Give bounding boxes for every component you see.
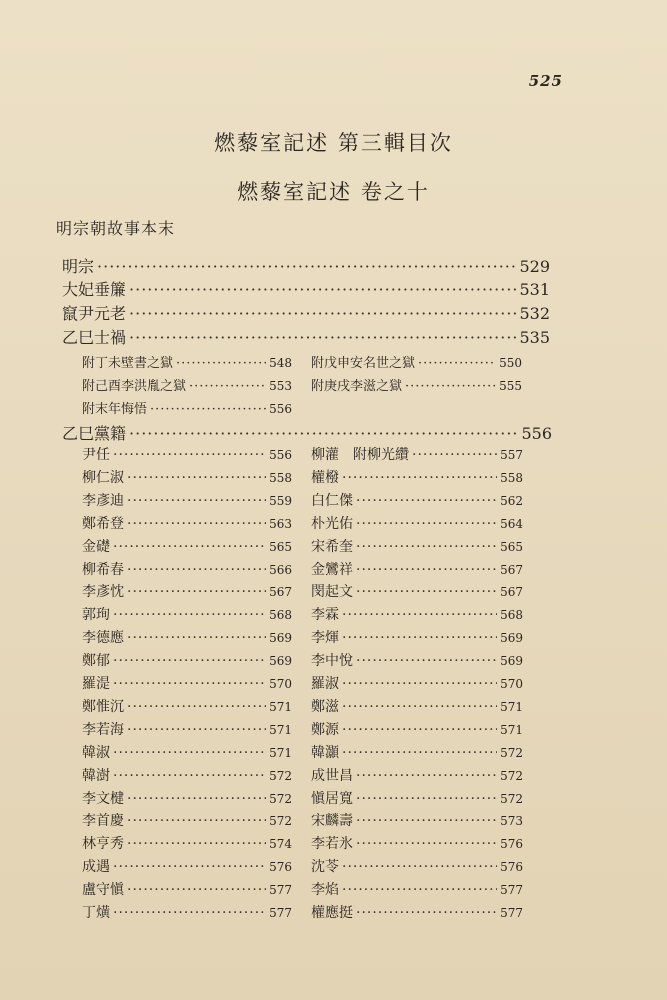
leader-dots xyxy=(342,859,497,875)
roster-name: 韓澍 xyxy=(82,767,110,784)
leader-dots xyxy=(113,607,266,623)
roster-name: 李彥迪 xyxy=(82,492,124,509)
roster-entry xyxy=(311,696,523,716)
roster-page: 558 xyxy=(500,470,523,485)
roster-page: 569 xyxy=(269,654,292,669)
leader-dots xyxy=(127,630,266,646)
toc-entry-page: 535 xyxy=(519,328,550,347)
leader-dots xyxy=(342,699,497,715)
roster-entry xyxy=(82,536,292,556)
leader-dots xyxy=(129,328,516,347)
roster-name: 成遇 xyxy=(82,859,110,876)
roster-page: 571 xyxy=(269,699,292,714)
roster-name: 李德應 xyxy=(82,630,124,647)
leader-dots xyxy=(113,905,266,921)
roster-page: 572 xyxy=(269,814,292,829)
leader-dots xyxy=(342,607,497,623)
roster-name: 白仁傑 xyxy=(311,492,353,509)
leader-dots xyxy=(150,402,266,417)
leader-dots xyxy=(356,493,497,509)
leader-dots xyxy=(127,516,266,532)
leader-dots xyxy=(129,304,516,323)
roster-name: 愼居寬 xyxy=(311,790,353,807)
leader-dots xyxy=(412,447,497,463)
roster-entry xyxy=(311,902,523,922)
toc-entry-label: 大妃垂簾 xyxy=(62,280,127,299)
roster-entry xyxy=(82,902,292,922)
roster-entry xyxy=(311,513,523,533)
roster-entry xyxy=(82,833,292,853)
leader-dots xyxy=(127,584,266,600)
toc-entry xyxy=(62,277,550,299)
roster-entry xyxy=(82,765,292,785)
roster-page: 577 xyxy=(500,883,523,898)
roster-page: 572 xyxy=(269,791,292,806)
roster-page: 572 xyxy=(500,768,523,783)
roster-entry xyxy=(311,467,523,487)
roster-page: 568 xyxy=(269,608,292,623)
roster-page: 563 xyxy=(269,516,292,531)
roster-name: 李霖 xyxy=(311,607,339,624)
leader-dots xyxy=(405,379,496,394)
roster-entry xyxy=(311,742,523,762)
roster-entry xyxy=(82,879,292,899)
roster-entry xyxy=(82,719,292,739)
roster-name: 郭珣 xyxy=(82,607,110,624)
roster-entry xyxy=(82,856,292,876)
roster-page: 562 xyxy=(500,493,523,508)
toc-entry-page: 532 xyxy=(519,304,550,323)
roster-name: 宋麟壽 xyxy=(311,813,353,830)
roster-page: 576 xyxy=(269,860,292,875)
leader-dots xyxy=(356,791,497,807)
leader-dots xyxy=(127,493,266,509)
leader-dots xyxy=(113,539,266,555)
roster-name: 羅淑 xyxy=(311,676,339,692)
toc-entry xyxy=(62,254,550,276)
roster-name: 成世昌 xyxy=(311,767,353,784)
leader-dots xyxy=(356,768,497,784)
roster-entry xyxy=(311,559,523,579)
roster-name: 權應挺 xyxy=(311,905,353,921)
page-title: 燃藜室記述 第三輯目次 xyxy=(214,131,453,155)
roster-page: 559 xyxy=(269,493,292,508)
roster-name: 李首慶 xyxy=(82,813,124,830)
roster-name: 羅湜 xyxy=(82,676,110,692)
roster-page: 556 xyxy=(269,448,292,462)
leader-dots xyxy=(127,813,266,829)
roster-name: 宋希奎 xyxy=(311,538,353,555)
leader-dots xyxy=(113,447,266,463)
toc-subentry xyxy=(311,375,522,393)
roster-entry xyxy=(82,559,292,579)
leader-dots xyxy=(127,699,266,715)
roster-page: 572 xyxy=(500,791,523,806)
leader-dots xyxy=(97,257,516,276)
roster-page: 570 xyxy=(500,677,523,691)
roster-page: 577 xyxy=(269,906,292,920)
roster-name: 朴光佑 xyxy=(311,515,353,532)
roster-entry xyxy=(82,581,292,601)
roster-entry xyxy=(82,650,292,670)
roster-entry xyxy=(311,810,523,830)
leader-dots xyxy=(113,859,266,875)
roster-page: 565 xyxy=(500,539,523,554)
toc-subentry xyxy=(82,375,292,393)
roster-entry xyxy=(82,810,292,830)
roster-page: 576 xyxy=(500,837,523,852)
roster-page: 571 xyxy=(500,722,523,737)
roster-name: 鄭郁 xyxy=(82,653,110,670)
toc-subentry-page: 550 xyxy=(499,356,522,370)
roster-name: 韓灝 xyxy=(311,744,339,761)
leader-dots xyxy=(129,280,516,299)
roster-entry xyxy=(311,581,523,601)
roster-name: 韓淑 xyxy=(82,744,110,761)
roster-entry xyxy=(82,513,292,533)
leader-dots xyxy=(127,562,266,578)
roster-entry xyxy=(311,788,523,808)
leader-dots xyxy=(342,745,497,761)
roster-entry xyxy=(82,490,292,510)
section-heading: 明宗朝故事本末 xyxy=(56,219,176,238)
toc-subentry-page: 555 xyxy=(499,379,522,393)
leader-dots xyxy=(176,356,266,371)
leader-dots xyxy=(356,813,497,829)
roster-name: 李文楗 xyxy=(82,790,124,807)
roster-entry xyxy=(311,765,523,785)
leader-dots xyxy=(127,791,266,807)
roster-entry xyxy=(82,467,292,487)
toc-subentry-label: 附庚戌李滋之獄 xyxy=(311,379,403,394)
roster-page: 573 xyxy=(500,814,523,829)
roster-name: 柳仁淑 xyxy=(82,469,124,486)
roster-entry xyxy=(82,788,292,808)
roster-name: 鄭惟沉 xyxy=(82,698,124,715)
toc-subentry-label: 附丁未壁書之獄 xyxy=(82,356,174,371)
roster-name: 柳希春 xyxy=(82,561,124,578)
roster-page: 569 xyxy=(500,631,523,646)
roster-page: 557 xyxy=(500,448,523,462)
leader-dots xyxy=(356,905,497,921)
roster-entry xyxy=(311,490,523,510)
roster-name: 閔起文 xyxy=(311,584,353,601)
toc-subentry-page: 548 xyxy=(269,356,292,370)
roster-name: 李煇 xyxy=(311,630,339,647)
roster-page: 565 xyxy=(269,539,292,554)
toc-entry-label: 乙巳黨籍 xyxy=(62,424,127,443)
volume-title: 燃藜室記述 卷之十 xyxy=(237,180,430,204)
roster-page: 567 xyxy=(500,585,523,600)
roster-entry xyxy=(311,673,523,693)
roster-page: 569 xyxy=(269,631,292,646)
roster-page: 571 xyxy=(269,745,292,760)
leader-dots xyxy=(127,836,266,852)
roster-page: 570 xyxy=(269,677,292,691)
roster-entry xyxy=(311,856,523,876)
leader-dots xyxy=(129,424,518,443)
leader-dots xyxy=(356,562,497,578)
roster-name: 鄭滋 xyxy=(311,698,339,715)
roster-entry xyxy=(82,696,292,716)
leader-dots xyxy=(342,722,497,738)
leader-dots xyxy=(418,356,496,371)
roster-page: 568 xyxy=(500,608,523,623)
leader-dots xyxy=(356,516,497,532)
toc-entry-page: 531 xyxy=(519,280,550,299)
toc-subentry-page: 556 xyxy=(269,402,292,416)
leader-dots xyxy=(342,630,497,646)
toc-subentry xyxy=(82,398,292,416)
roster-name: 李彥忱 xyxy=(82,584,124,601)
roster-entry xyxy=(82,742,292,762)
toc-entry xyxy=(62,301,550,323)
roster-name: 柳灌 附柳光纘 xyxy=(311,447,409,463)
leader-dots xyxy=(342,882,497,898)
roster-page: 577 xyxy=(500,906,523,920)
toc-subentry xyxy=(82,352,292,370)
roster-page: 564 xyxy=(500,516,523,531)
leader-dots xyxy=(342,470,497,486)
roster-entry xyxy=(82,673,292,693)
roster-entry xyxy=(311,604,523,624)
toc-subentry-label: 附己酉李洪胤之獄 xyxy=(82,379,187,394)
roster-name: 權橃 xyxy=(311,469,339,486)
roster-entry xyxy=(311,536,523,556)
roster-page: 571 xyxy=(500,699,523,714)
toc-entry-label: 明宗 xyxy=(62,257,95,276)
roster-entry xyxy=(311,719,523,739)
roster-page: 566 xyxy=(269,562,292,577)
roster-name: 金鸞祥 xyxy=(311,561,353,578)
roster-name: 丁熿 xyxy=(82,905,110,921)
toc-entry xyxy=(62,421,552,443)
toc-entry-page: 529 xyxy=(519,257,550,276)
roster-entry xyxy=(82,604,292,624)
roster-name: 林亨秀 xyxy=(82,836,124,853)
roster-entry xyxy=(82,444,292,464)
roster-name: 盧守愼 xyxy=(82,882,124,899)
toc-subentry-label: 附末年悔悟 xyxy=(82,402,148,417)
roster-page: 572 xyxy=(269,768,292,783)
leader-dots xyxy=(113,653,266,669)
toc-entry-label: 竄尹元老 xyxy=(62,304,127,323)
roster-name: 李中悅 xyxy=(311,653,353,670)
roster-name: 李若氷 xyxy=(311,836,353,853)
leader-dots xyxy=(113,676,266,692)
leader-dots xyxy=(127,882,266,898)
roster-page: 574 xyxy=(269,837,292,852)
toc-entry-label: 乙巳士禍 xyxy=(62,328,127,347)
toc-subentry-label: 附戊申安名世之獄 xyxy=(311,356,416,371)
roster-entry xyxy=(311,627,523,647)
roster-page: 576 xyxy=(500,860,523,875)
leader-dots xyxy=(113,745,266,761)
roster-page: 572 xyxy=(500,745,523,760)
roster-entry xyxy=(311,833,523,853)
roster-page: 571 xyxy=(269,722,292,737)
leader-dots xyxy=(356,584,497,600)
roster-name: 金礎 xyxy=(82,538,110,555)
roster-entry xyxy=(82,627,292,647)
leader-dots xyxy=(356,836,497,852)
roster-name: 李若海 xyxy=(82,721,124,738)
roster-name: 鄭源 xyxy=(311,721,339,738)
page-number: 525 xyxy=(528,72,563,90)
roster-page: 577 xyxy=(269,883,292,898)
leader-dots xyxy=(127,470,266,486)
roster-page: 569 xyxy=(500,654,523,669)
leader-dots xyxy=(342,676,497,692)
leader-dots xyxy=(127,722,266,738)
roster-name: 李焰 xyxy=(311,882,339,899)
leader-dots xyxy=(189,379,266,394)
toc-entry xyxy=(62,325,550,347)
leader-dots xyxy=(356,539,497,555)
roster-name: 尹任 xyxy=(82,447,110,463)
roster-entry xyxy=(311,444,523,464)
toc-subentry-page: 553 xyxy=(269,379,292,393)
roster-entry xyxy=(311,879,523,899)
roster-entry xyxy=(311,650,523,670)
roster-page: 567 xyxy=(500,562,523,577)
roster-name: 沈苓 xyxy=(311,859,339,876)
leader-dots xyxy=(113,768,266,784)
roster-page: 558 xyxy=(269,470,292,485)
toc-entry-page: 556 xyxy=(521,424,552,443)
roster-page: 567 xyxy=(269,585,292,600)
roster-name: 鄭希登 xyxy=(82,515,124,532)
leader-dots xyxy=(356,653,497,669)
toc-subentry xyxy=(311,352,522,370)
